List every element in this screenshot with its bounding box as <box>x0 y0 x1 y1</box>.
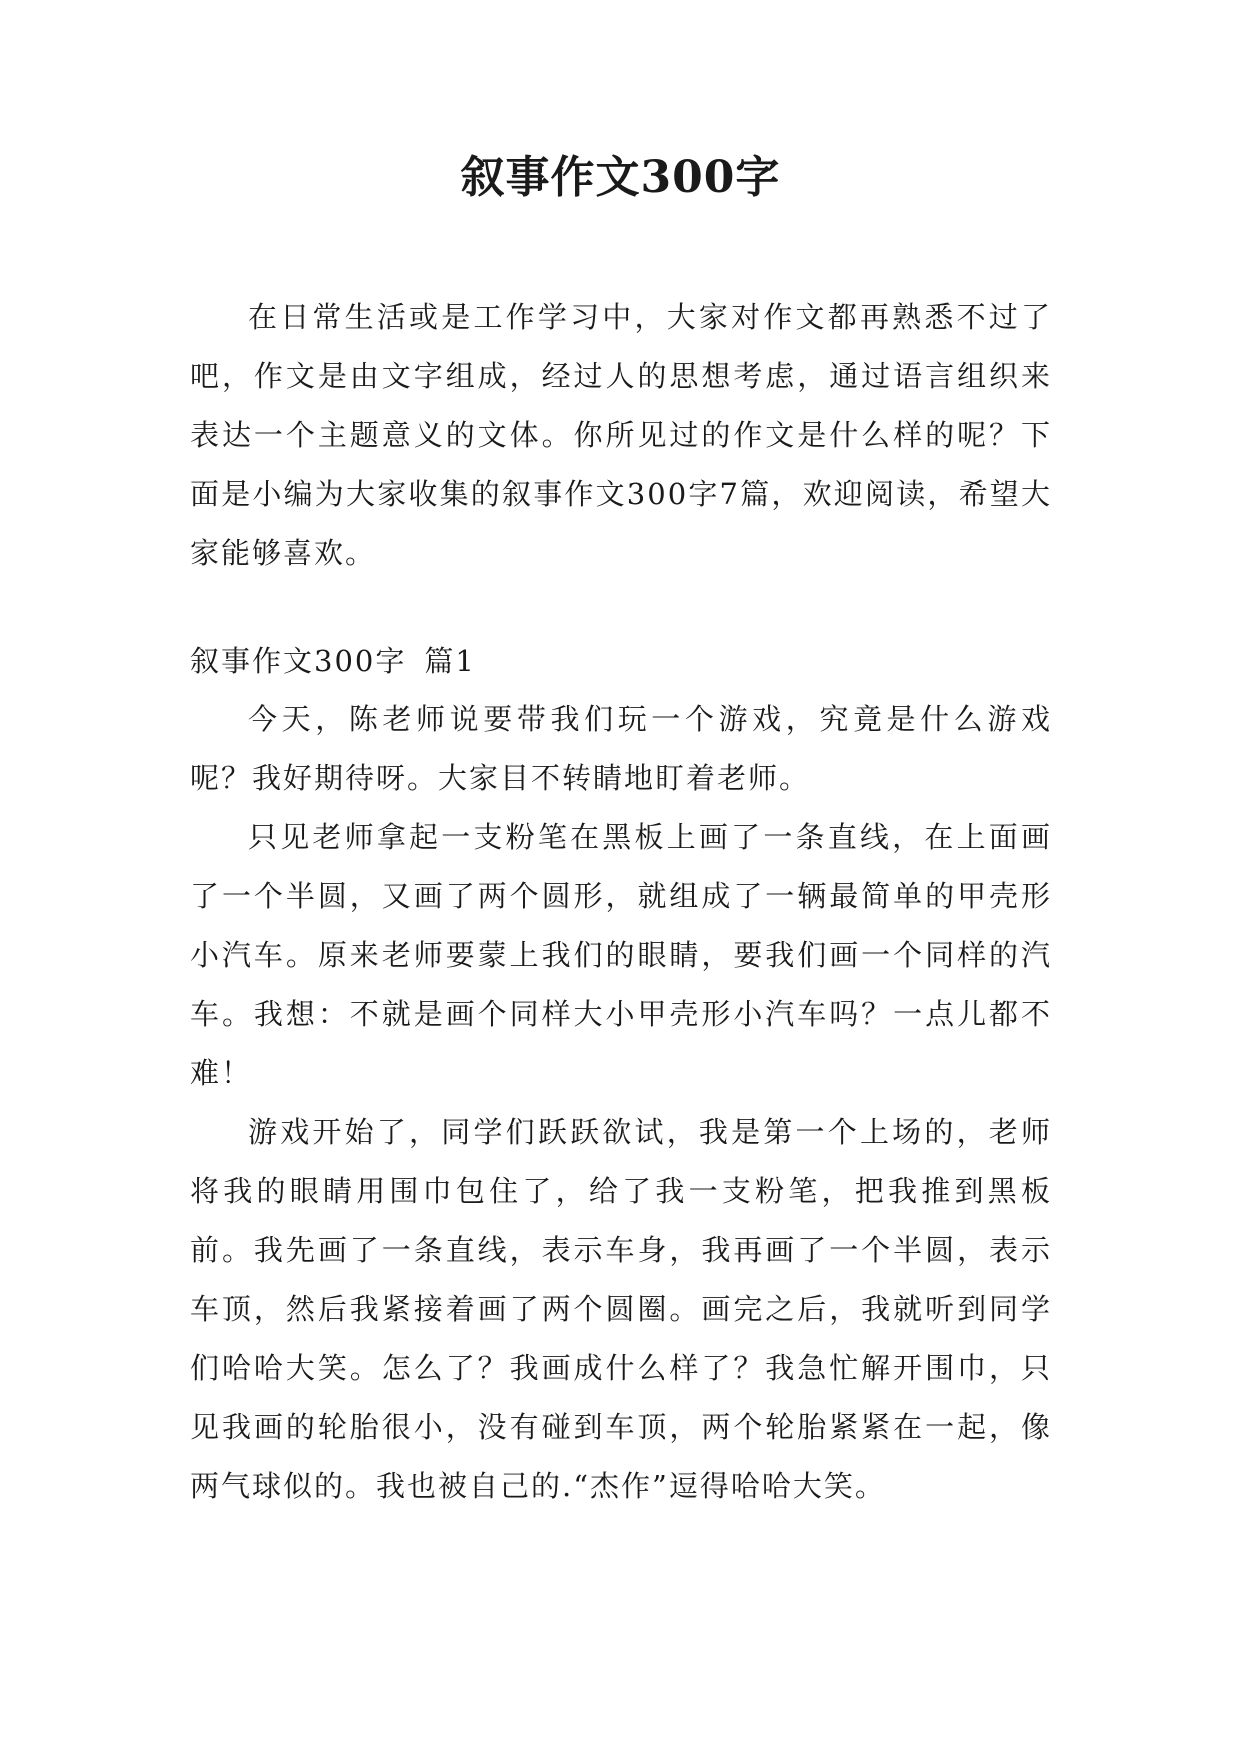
body-paragraph-3: 游戏开始了，同学们跃跃欲试，我是第一个上场的，老师将我的眼睛用围巾包住了，给了我一支粉笔，把我推到黑板前。我先画了一条直线，表示车身，我再画了一个半圆，表示车顶，然后我紧接着画了两个圆圈。画完之后，我就听到同学们哈哈大笑。怎么了？我画成什么样了？我急忙解开围巾，只见我画的轮胎很小，没有碰到车顶，两个轮胎紧紧在一起，像两气球似的。我也被自己的.“杰作”逗得哈哈大笑。 <box>190 1115 1052 1503</box>
page-title: 叙事作文300字 <box>460 152 781 203</box>
intro-paragraph: 在日常生活或是工作学习中，大家对作文都再熟悉不过了吧，作文是由文字组成，经过人的思想考虑，通过语言组织来表达一个主题意义的文体。你所见过的作文是什么样的呢？下面是小编为大家收集的叙事作文300字7篇，欢迎阅读，希望大家能够喜欢。 <box>190 300 1052 570</box>
body-paragraph-2: 只见老师拿起一支粉笔在黑板上画了一条直线，在上面画了一个半圆，又画了两个圆形，就组成了一辆最简单的甲壳形小汽车。原来老师要蒙上我们的眼睛，要我们画一个同样的汽车。我想：不就是画个同样大小甲壳形小汽车吗？一点儿都不难！ <box>190 820 1052 1090</box>
section-heading-title: 叙事作文300字 <box>190 644 407 678</box>
intro-section <box>190 288 1052 583</box>
section-body <box>190 690 1052 1516</box>
section-heading <box>190 632 476 691</box>
body-paragraph-1: 今天，陈老师说要带我们玩一个游戏，究竟是什么游戏呢？我好期待呀。大家目不转睛地盯着老师。 <box>190 702 1052 795</box>
section-heading-part: 篇1 <box>424 644 476 678</box>
